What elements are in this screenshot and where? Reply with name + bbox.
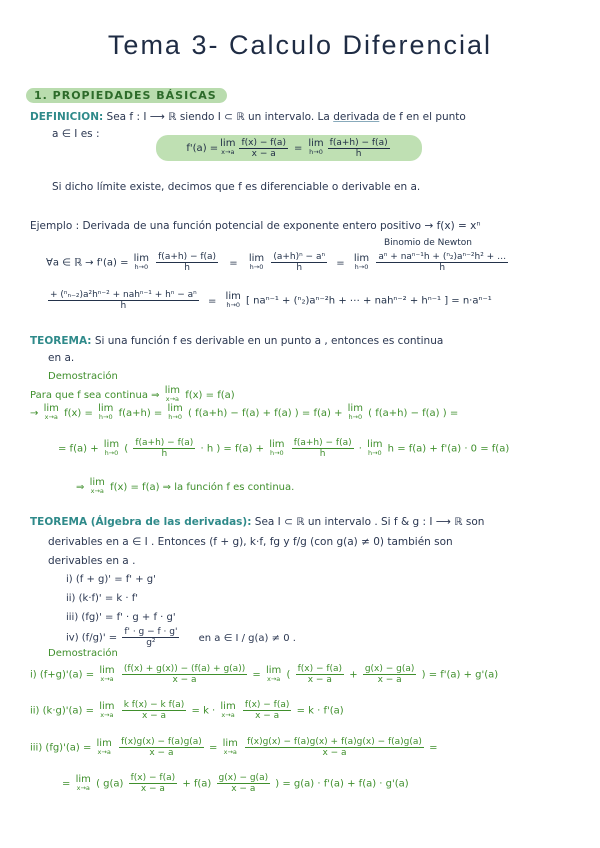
proof-ii: ii) (k·g)'(a) = lim x→a $\frac{\text{k f(x) − k f(a)}}{x - a}$ = k · lim x→a $\frac{f(x) - f(a)}{x - a}$ = k · f'(a) bbox=[30, 700, 344, 721]
theorem-2-line-1: TEOREMA (Álgebra de las derivadas): Sea I ⊂ ℝ un intervalo . Si f & g : I ⟶ ℝ son bbox=[30, 516, 485, 528]
theorem-2-line-3: derivables en a . bbox=[48, 555, 136, 567]
definition-label: DEFINICION: bbox=[30, 111, 104, 123]
definition-line-2: a ∈ I es : bbox=[52, 128, 100, 140]
theorem-1-line-1: TEOREMA: Si una función f es derivable en un punto a , entonces es continua bbox=[30, 335, 444, 347]
proof-iii: iii) (fg)'(a) = lim x→a $\frac{f(x)g(x) - f(a)g(a)}{x - a}$ = lim x→a $\frac{f(x)g(x) - f(a)g(x) + f(a)g(x) - f(a)g(a)}{x - a}$ = bbox=[30, 737, 438, 758]
exists-sentence: Si dicho límite existe, decimos que f es diferenciable o derivable en a. bbox=[52, 181, 421, 193]
example-line: Ejemplo : Derivada de una función potencial de exponente entero positivo → f(x) = xⁿ bbox=[30, 220, 481, 232]
demo-heading-1: Demostración bbox=[48, 371, 118, 382]
theorem-2-line-2: derivables en a ∈ I . Entonces (f + g), k·f, fg y f/g (con g(a) ≠ 0) también son bbox=[48, 536, 453, 548]
demo-1-line-4: ⇒ lim x→a f(x) = f(a) ⇒ la función f es continua. bbox=[76, 477, 295, 495]
derivative-definition-box: f'(a) = lim x→a $\frac{f(x) - f(a)}{x - a}$ = lim h→0 $\frac{f(a+h) - f(a)}{h}$ bbox=[156, 135, 422, 161]
proof-iii-line-2: = lim x→a ( g(a) $\frac{f(x) - f(a)}{x - a}$ + f(a) $\frac{g(x) - g(a)}{x - a}$ ) = g(a) · f'(a) + f(a) · g'(a) bbox=[62, 773, 409, 794]
property-i: i) (f + g)' = f' + g' bbox=[66, 574, 156, 585]
property-iv: iv) (f/g)' = $\frac{f' \cdot g - f \cdot g'}{\text{g²}}$ en a ∈ I / g(a) ≠ 0 . bbox=[66, 627, 296, 648]
proof-i: i) (f+g)'(a) = lim x→a $\frac{(f(x) + g(x)) - (f(a) + g(a))}{x - a}$ = lim x→a ( $\frac{f(x) - f(a)}{x - a}$ + $\frac{g(x) - g(a)}{x - a}$ ) = f'(a) + g'(a) bbox=[30, 664, 499, 685]
demo-1-line-3: = f(a) + lim h→0 ( $\frac{f(a+h) - f(a)}{h}$ · h ) = f(a) + lim h→0 $\frac{f(a+h) - f(a)}{h}$ · lim h→0 h = f(a) + f'(a) · 0 = f(a) bbox=[58, 438, 510, 459]
property-ii: ii) (k·f)' = k · f' bbox=[66, 593, 139, 604]
demo-1-line-1: Para que f sea continua ⇒ lim x→a f(x) = f(a) bbox=[30, 385, 235, 403]
property-iii: iii) (fg)' = f' · g + f · g' bbox=[66, 612, 176, 623]
page-title: Tema 3- Calculo Diferencial bbox=[107, 30, 493, 60]
example-equation-2: $\frac{\text{+ (ⁿₙ₋₂)a²hⁿ⁻² + nahⁿ⁻¹ + hⁿ − aⁿ}}{h}$ = lim h→0 [ naⁿ⁻¹ + (ⁿ₂)aⁿ⁻²h + ⋯ + nahⁿ⁻² + hⁿ⁻¹ ] = n·aⁿ⁻¹ bbox=[50, 290, 492, 311]
example-equation-1: ∀a ∈ ℝ → f'(a) = lim h→0 $\frac{f(a+h) - f(a)}{h}$ = lim h→0 $\frac{\text{(a+h)ⁿ − aⁿ}}{h}$ = lim h→0 $\frac{\text{aⁿ + naⁿ⁻¹h + (ⁿ₂)aⁿ⁻²h² + …}}{h}$ bbox=[46, 252, 507, 273]
demo-heading-2: Demostración bbox=[48, 648, 118, 659]
definition-line-1: DEFINICION: Sea f : I ⟶ ℝ siendo I ⊂ ℝ un intervalo. La derivada de f en el punto bbox=[30, 111, 466, 123]
demo-1-line-2: → lim x→a f(x) = lim h→0 f(a+h) = lim h→0 ( f(a+h) − f(a) + f(a) ) = f(a) + lim h→0 ( f(a+h) − f(a) ) = bbox=[30, 403, 459, 421]
section-heading: 1. PROPIEDADES BÁSICAS bbox=[26, 88, 227, 103]
theorem-1-line-2: en a. bbox=[48, 352, 75, 364]
binomio-note: Binomio de Newton bbox=[384, 238, 473, 248]
